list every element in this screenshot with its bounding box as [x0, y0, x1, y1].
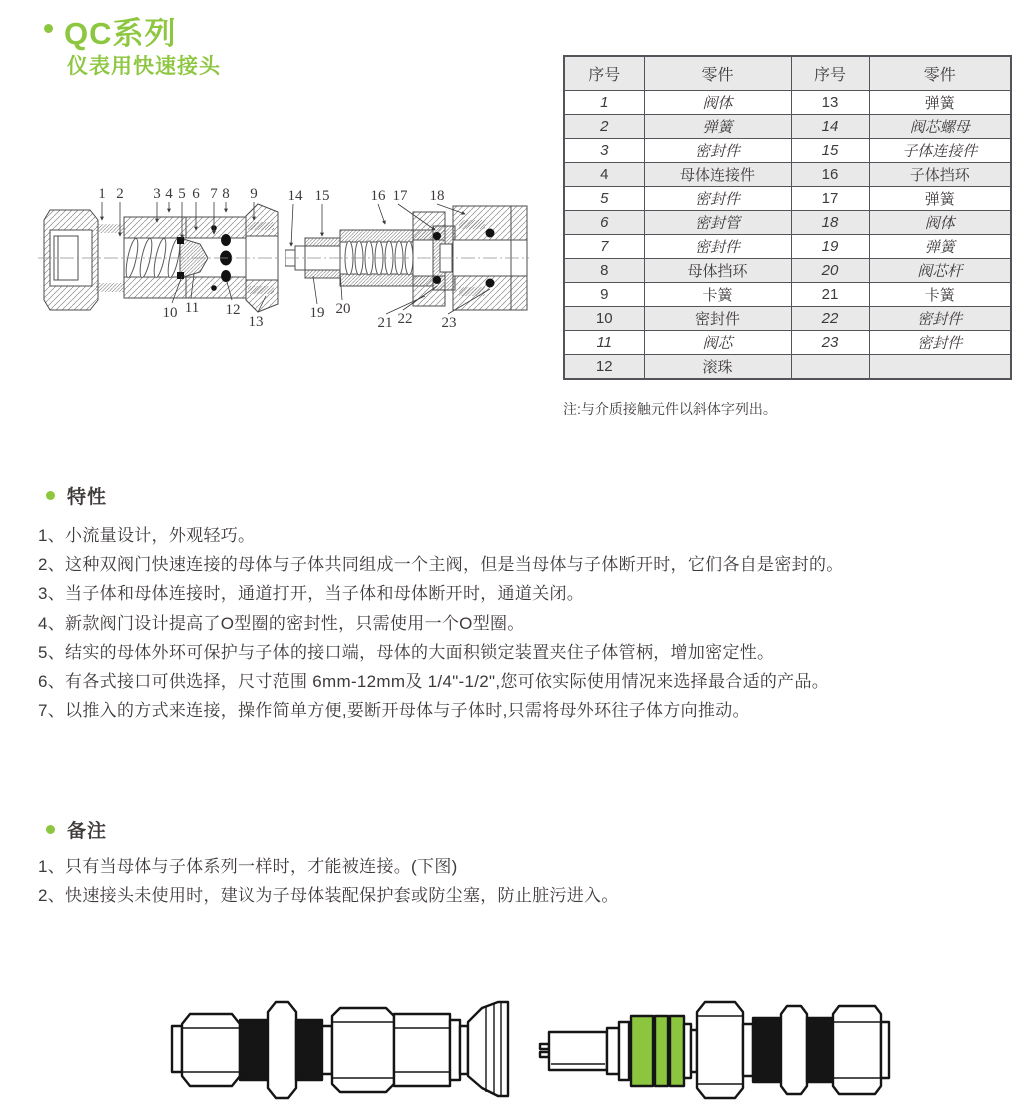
part-number: 21: [821, 286, 839, 303]
table-header-row: [564, 56, 1011, 91]
header-part-2: 零件: [869, 56, 1011, 91]
male-connector-cross-section-diagram: [285, 186, 529, 346]
part-name: 密封件: [694, 311, 740, 328]
part-name: 卡簧: [924, 287, 955, 304]
part-row: [564, 211, 1011, 235]
notes-bullet-icon: [46, 825, 55, 834]
part-number: 2: [600, 118, 609, 135]
part-number: 9: [600, 286, 609, 303]
part-number: 3: [600, 142, 609, 159]
features-heading: 特性: [67, 487, 108, 508]
notes-list: [38, 852, 619, 910]
part-row: [564, 187, 1011, 211]
callout-number: 1: [98, 186, 106, 202]
parts-table: [563, 55, 1012, 380]
part-row: [564, 331, 1011, 355]
callout-number: 8: [222, 186, 230, 202]
callout-number: 22: [397, 311, 413, 327]
male-coupling-drawing: [540, 1002, 889, 1098]
callout-number: 2: [116, 186, 124, 202]
part-row: [564, 355, 1011, 380]
part-row: [564, 163, 1011, 187]
page-title: QC系列: [64, 16, 177, 51]
part-name: 密封件: [917, 335, 963, 352]
part-number: 14: [821, 118, 839, 135]
part-row: [564, 91, 1011, 115]
feature-item: 1、小流量设计，外观轻巧。: [38, 526, 256, 545]
part-name: 弹簧: [924, 95, 955, 112]
callout-number: 20: [335, 301, 351, 317]
header-no-1: 序号: [564, 56, 644, 91]
part-name: 密封件: [917, 311, 963, 328]
feature-item: 5、结实的母体外环可保护与子体的接口端，母体的大面积锁定装置夹住子体管柄，增加密定性。: [38, 642, 775, 662]
feature-item: 4、新款阀门设计提高了O型圈的密封性，只需使用一个O型圈。: [38, 613, 525, 633]
note-item: 2、快速接头未使用时，建议为子母体装配保护套或防尘塞，防止脏污进入。: [38, 886, 619, 906]
part-number: 16: [821, 166, 839, 183]
part-number: 18: [821, 214, 839, 231]
feature-item: 6、有各式接口可供选择，尺寸范围 6mm-12mm及 1/4"-1/2",您可依实际使用情况来选择最合适的产品。: [38, 671, 830, 691]
female-connector-cross-section-diagram: [36, 186, 280, 346]
part-name: 滚珠: [702, 359, 733, 376]
part-number: 12: [595, 358, 613, 375]
part-name: 密封件: [694, 191, 740, 208]
part-name: 密封管: [694, 215, 740, 232]
part-number: 10: [595, 310, 613, 327]
notes-heading: 备注: [67, 821, 108, 842]
part-name: 阀体: [702, 95, 733, 112]
callout-number: 5: [178, 186, 186, 202]
callout-number: 3: [153, 186, 161, 202]
title-bullet-icon: [44, 24, 53, 33]
green-highlight-bands: [631, 1016, 684, 1086]
part-number: 5: [600, 190, 609, 207]
note-item: 1、只有当母体与子体系列一样时，才能被连接。(下图): [38, 857, 458, 876]
part-row: [564, 115, 1011, 139]
callout-number: 14: [287, 188, 303, 204]
callout-number: 19: [309, 305, 325, 321]
part-number: 4: [600, 166, 609, 183]
part-name: 阀体: [924, 215, 955, 232]
female-connector-drawing: [38, 204, 278, 312]
callout-number: 10: [162, 305, 178, 321]
callout-number: 17: [392, 188, 408, 204]
part-number: 23: [821, 334, 839, 351]
callout-number: 12: [225, 302, 241, 318]
feature-item: 2、这种双阀门快速连接的母体与子体共同组成一个主阀，但是当母体与子体断开时，它们各自是密封的。: [38, 555, 844, 575]
callout-number: 6: [192, 186, 200, 202]
features-bullet-icon: [46, 491, 55, 500]
header-part-1: 零件: [644, 56, 791, 91]
part-row: [564, 307, 1011, 331]
part-name: 阀芯螺母: [909, 119, 970, 136]
part-number: 15: [821, 142, 839, 159]
callout-number: 11: [184, 300, 200, 316]
header-no-2: 序号: [791, 56, 869, 91]
part-name: 子体连接件: [902, 143, 978, 160]
part-row: [564, 283, 1011, 307]
part-name: 弹簧: [702, 119, 733, 136]
callout-number: 7: [210, 186, 218, 202]
part-row: [564, 235, 1011, 259]
feature-item: 3、当子体和母体连接时，通道打开，当子体和母体断开时，通道关闭。: [38, 584, 585, 604]
part-name: 子体挡环: [909, 167, 970, 184]
callout-number: 13: [248, 314, 264, 330]
callout-number: 9: [250, 186, 258, 202]
part-number: 7: [600, 238, 609, 255]
page-subtitle: 仪表用快速接头: [67, 55, 221, 78]
part-row: [564, 139, 1011, 163]
part-name: 阀芯: [702, 335, 733, 352]
callout-number: 18: [429, 188, 445, 204]
part-name: 卡簧: [702, 287, 733, 304]
female-coupling-drawing: [172, 1002, 508, 1098]
part-number: 19: [821, 238, 839, 255]
callout-number: 4: [165, 186, 173, 202]
part-number: 1: [600, 94, 609, 111]
part-number: 17: [821, 190, 839, 207]
callout-number: 23: [441, 315, 457, 331]
part-row: [564, 259, 1011, 283]
part-number: 20: [821, 262, 839, 279]
part-number: 8: [600, 262, 609, 279]
table-note: 注:与介质接触元件以斜体字列出。: [563, 401, 777, 417]
callout-number: 15: [314, 188, 330, 204]
part-number: 6: [600, 214, 609, 231]
features-list: [38, 521, 844, 725]
part-name: 密封件: [694, 143, 740, 160]
callout-number: 21: [377, 315, 393, 331]
part-name: 母体连接件: [679, 167, 755, 184]
callout-number: 16: [370, 188, 386, 204]
part-name: 母体挡环: [687, 263, 748, 280]
part-number: 22: [821, 310, 839, 327]
feature-item: 7、以推入的方式来连接，操作简单方便,要断开母体与子体时,只需将母外环往子体方向推动。: [38, 701, 750, 721]
part-number: 11: [596, 334, 613, 351]
part-name: 密封件: [694, 239, 740, 256]
part-number: 13: [821, 94, 839, 111]
part-name: 阀芯杆: [917, 263, 963, 280]
part-name: 弹簧: [924, 191, 955, 208]
part-name: 弹簧: [924, 239, 955, 256]
coupling-illustration: [168, 988, 892, 1112]
